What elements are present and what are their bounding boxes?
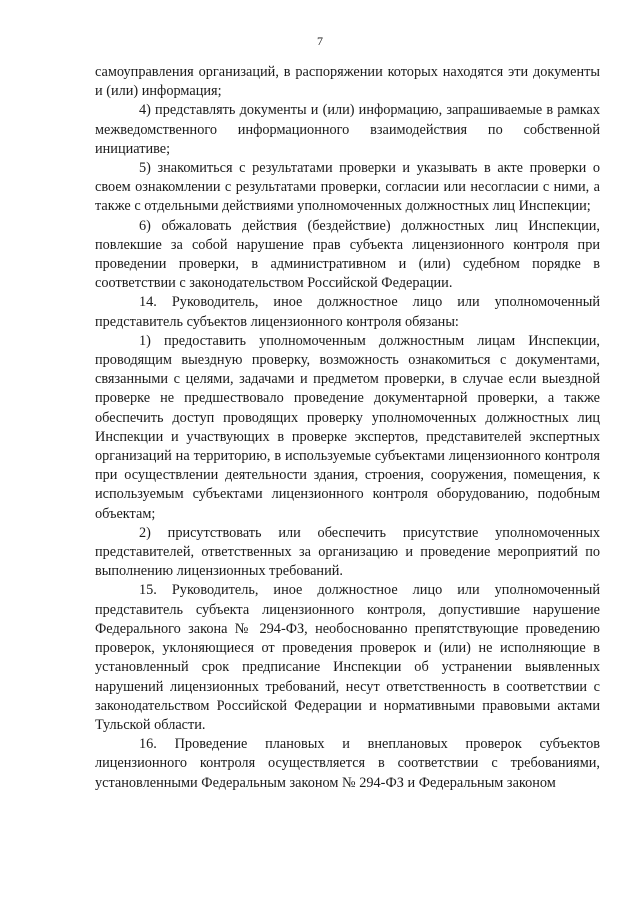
paragraph-item-6: 6) обжаловать действия (бездействие) должностных лиц Инспекции, повлекшие за собой нарушение прав субъекта лицензионного контроля при проведении проверки, в административном и (или) судебном порядке в соответствии с законодательством Российской Федерации. [95, 217, 600, 292]
paragraph-duty-1: 1) предоставить уполномоченным должностным лицам Инспекции, проводящим выездную проверку, возможность ознакомиться с документами, связанными с целями, задачами и предметом проверки, в случае если выездной проверке не предшествовало проведение документарной проверки, а также обеспечить доступ проводящих проверку уполномоченных должностных лиц Инспекции и участвующих в проверке экспертов, представителей экспертных организаций на территорию, в используемые субъектами лицензионного контроля при осуществлении деятельности здания, строения, сооружения, помещения, к используемым субъектами лицензионного контроля оборудованию, подобным объектам; [95, 332, 600, 522]
document-body [95, 63, 600, 793]
paragraph-section-16: 16. Проведение плановых и внеплановых проверок субъектов лицензионного контроля осуществляется в соответствии с требованиями, установленными Федеральным законом № 294-ФЗ и Федеральным законом [95, 736, 600, 791]
paragraph-item-5: 5) знакомиться с результатами проверки и указывать в акте проверки о своем ознакомлении с результатами проверки, согласии или несогласии с ними, а также с отдельными действиями уполномоченных должностных лиц Инспекции; [95, 160, 600, 215]
page-number: 7 [317, 34, 323, 48]
paragraph-section-15: 15. Руководитель, иное должностное лицо или уполномоченный представитель субъекта лицензионного контроля, допустившие нарушение Федерального закона № 294-ФЗ, необоснованно препятствующие проведению проверок, уклоняющиеся от проведения проверок и (или) не исполняющие в установленный срок предписание Инспекции об устранении выявленных нарушений лицензионных требований, несут ответственность в соответствии с законодательством Российской Федерации и нормативными правовыми актами Тульской области. [95, 582, 600, 733]
paragraph-duty-2: 2) присутствовать или обеспечить присутствие уполномоченных представителей, ответственных за организацию и проведение мероприятий по выполнению лицензионных требований. [95, 524, 600, 580]
paragraph-continuation: самоуправления организаций, в распоряжении которых находятся эти документы и (или) информация; [95, 64, 600, 100]
paragraph-item-4: 4) представлять документы и (или) информацию, запрашиваемые в рамках межведомственного информационного взаимодействия по собственной инициативе; [95, 102, 600, 157]
paragraph-section-14: 14. Руководитель, иное должностное лицо или уполномоченный представитель субъектов лицензионного контроля обязаны: [95, 294, 600, 330]
